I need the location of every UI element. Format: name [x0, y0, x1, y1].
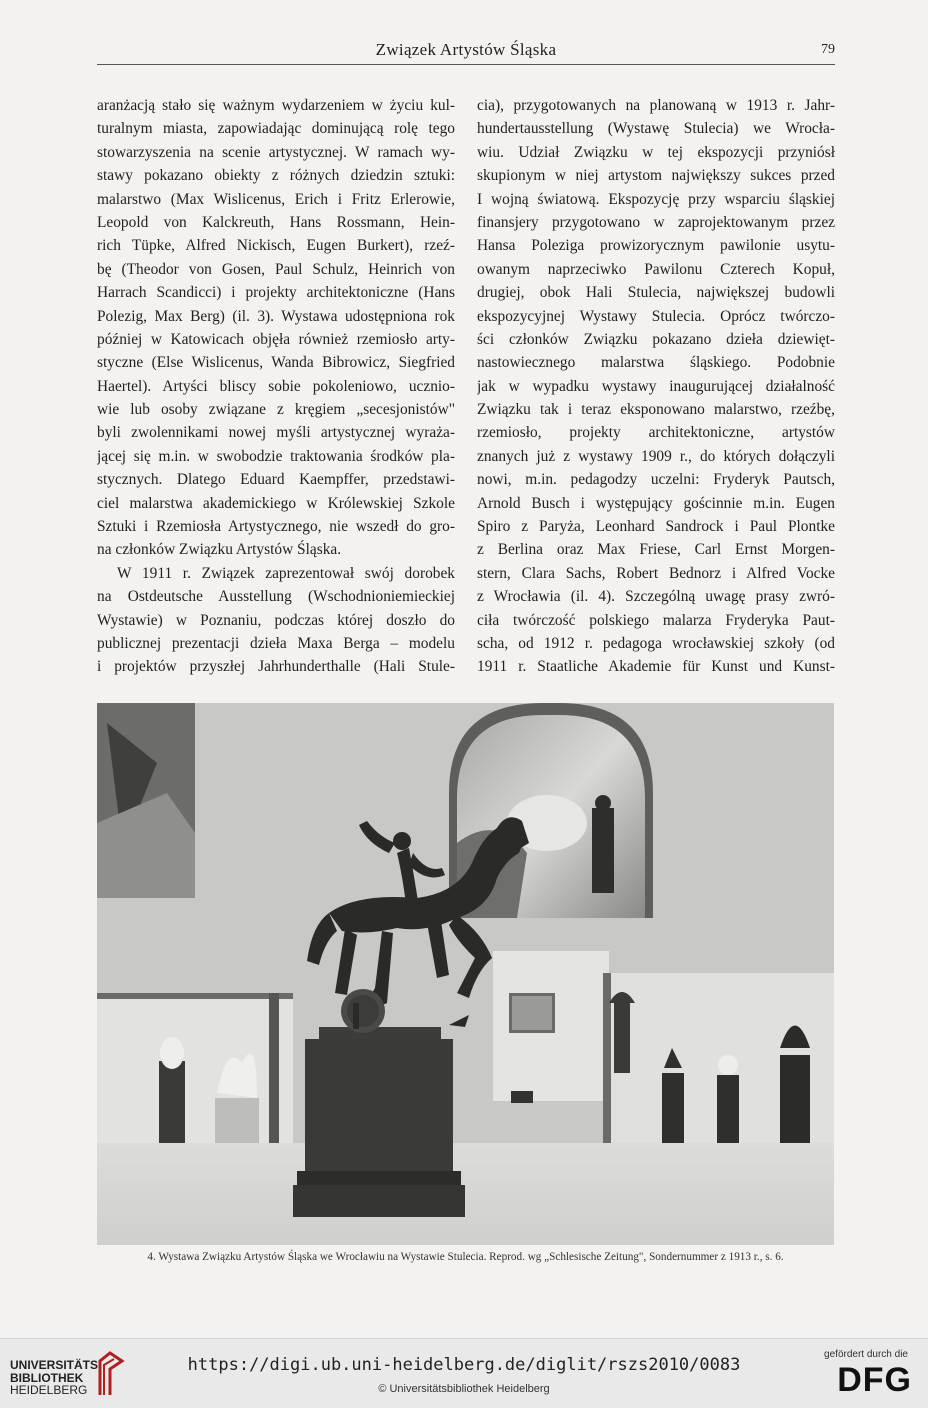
running-title: Związek Artystów Śląska: [375, 40, 557, 59]
text-line: skupionym w niej artystom największy sukces przed: [477, 167, 835, 185]
figure-caption: 4. Wystawa Związku Artystów Śląska we Wrocławiu na Wystawie Stulecia. Reprod. wg „Schlesische Zeitung", Sondernummer z 1913 r., s. 6.: [147, 1251, 784, 1263]
text-line: znanych już z wystawy 1909 r., do których dołączyli: [477, 447, 835, 465]
document-url-link[interactable]: https://digi.ub.uni-heidelberg.de/diglit/rszs2010/0083: [187, 1355, 741, 1375]
text-line: owanym naprzeciwko Pawilonu Czterech Kopuł,: [477, 260, 835, 278]
logo-line: BIBLIOTHEK: [10, 1370, 84, 1385]
right-text-column: [477, 94, 835, 679]
logo-line: HEIDELBERG: [10, 1383, 88, 1397]
text-line: Arnold Busch i występujący gościnnie m.in. Eugen: [477, 494, 835, 512]
text-line: Leopold von Kalckreuth, Hans Rossmann, Hein-: [97, 213, 455, 231]
text-line: rzemiosło, projekty architektoniczne, artystów: [477, 424, 835, 442]
logo-line: UNIVERSITÄTS-: [10, 1358, 103, 1372]
text-line: Polezig, Max Berg) (il. 3). Wystawa udostępniona rok: [97, 307, 455, 325]
left-text-column: [97, 94, 455, 679]
digitization-footer: [0, 1338, 928, 1408]
text-line: rich Tüpke, Alfred Nickisch, Eugen Burkert), rzeź-: [97, 237, 455, 255]
text-line: Hansa Poleziga prowizorycznym pawilonie usytu-: [477, 237, 835, 255]
text-line: stowarzyszenia na scenie artystycznej. W ramach wy-: [97, 143, 455, 161]
text-line: drugiej, obok Hali Stulecia, największej budowli: [477, 284, 835, 302]
text-line: finansjery przygotowano w zaprojektowanym przez: [477, 213, 835, 231]
text-line: nastowiecznego malarstwa śląskiego. Podobnie: [477, 354, 835, 372]
text-line: aranżacją stało się ważnym wydarzeniem w życiu kul-: [97, 97, 455, 114]
dfg-logo: DFG: [837, 1361, 912, 1399]
text-line: nowi, m.in. pedagodzy uczelni: Fryderyk Pautsch,: [477, 471, 835, 489]
text-line: na członków Związku Artystów Śląska.: [97, 541, 342, 559]
text-line: ści członków Związku pokazano dzieła dziewięt-: [477, 330, 835, 348]
text-line: Wystawie) w Poznaniu, podczas której doszło do: [97, 611, 455, 629]
text-line: z Berlina oraz Max Friese, Carl Ernst Morgen-: [477, 541, 835, 559]
text-line: stern, Clara Sachs, Robert Bednorz i Alfred Vocke: [477, 564, 835, 582]
text-line: bę (Theodor von Gosen, Paul Schulz, Heinrich von: [97, 260, 455, 278]
text-line: na Ostdeutsche Ausstellung (Wschodnioniemieckiej: [97, 588, 455, 606]
text-line: Sztuki i Rzemiosła Artystycznego, nie wszedł do gro-: [97, 518, 455, 536]
text-line: W 1911 r. Związek zaprezentował swój dorobek: [117, 564, 455, 582]
text-line: Haertel). Artyści bliscy sobie pokoleniowo, ucznio-: [97, 377, 455, 395]
copyright-notice: © Universitätsbibliothek Heidelberg: [378, 1383, 550, 1395]
text-line: ciel malarstwa akademickiego w Królewskiej Szkole: [97, 494, 455, 512]
text-line: publicznej prezentacji dzieła Maxa Berga – modelu: [97, 634, 455, 652]
text-line: ciła twórczość polskiego malarza Fryderyka Paut-: [477, 611, 835, 629]
text-line: Związku tak i teraz eksponowano malarstwo, rzeźbę,: [477, 401, 835, 419]
page-number: 79: [821, 42, 835, 57]
text-line: malarstwo (Max Wislicenus, Erich i Fritz Erlerowie,: [97, 190, 455, 208]
text-line: później w Katowicach objęła również rzemiosło arty-: [97, 330, 455, 348]
text-line: stycznych. Dlatego Eduard Kaempffer, przedstawi-: [97, 471, 455, 489]
text-line: jak w wypadku wystawy inaugurującej działalność: [477, 377, 835, 395]
text-line: jącej się m.in. w swobodzie traktowania środków pla-: [97, 447, 455, 465]
text-line: Spiro z Paryża, Leonhard Sandrock i Paul Plontke: [477, 518, 835, 536]
text-line: styczne (Else Wislicenus, Wanda Bibrowicz, Siegfried: [97, 354, 455, 372]
text-line: cia), przygotowanych na planowaną w 1913 r. Jahr-: [477, 97, 835, 114]
text-line: turalnym miasta, zapowiadając dominującą rolę tego: [97, 120, 455, 138]
text-line: I wojną światową. Ekspozycję przy wsparciu śląskiej: [477, 190, 835, 208]
text-line: i projektów przyszłej Jahrhunderthalle (Hali Stule-: [97, 658, 455, 676]
text-line: wiu. Udział Związku w tej ekspozycji przyniósł: [477, 143, 835, 161]
exhibition-photograph: [97, 703, 834, 1245]
text-line: ekspozycyjnej Wystawy Stulecia. Oprócz twórczo-: [477, 307, 835, 325]
text-line: wie lub osoby związane z kręgiem „secesjonistów": [97, 401, 455, 419]
text-line: stawy pokazano obiekty z różnych dziedzin sztuki:: [97, 167, 455, 185]
text-line: scha, od 1912 r. pedagoga wrocławskiej szkoły (od: [477, 634, 835, 652]
funding-note: gefördert durch die: [824, 1349, 908, 1360]
text-line: z Wrocławia (il. 4). Szczególną uwagę prasy zwró-: [477, 588, 835, 606]
text-line: Harrach Scandicci) i projekty architektoniczne (Hans: [97, 284, 455, 302]
text-line: hundertausstellung (Wystawę Stulecia) we Wrocła-: [477, 120, 835, 138]
text-line: 1911 r. Staatliche Akademie für Kunst und Kunst-: [477, 658, 835, 676]
text-line: byli zwolennikami nowej myśli artystycznej wyraża-: [97, 424, 455, 442]
running-head: [97, 38, 835, 65]
